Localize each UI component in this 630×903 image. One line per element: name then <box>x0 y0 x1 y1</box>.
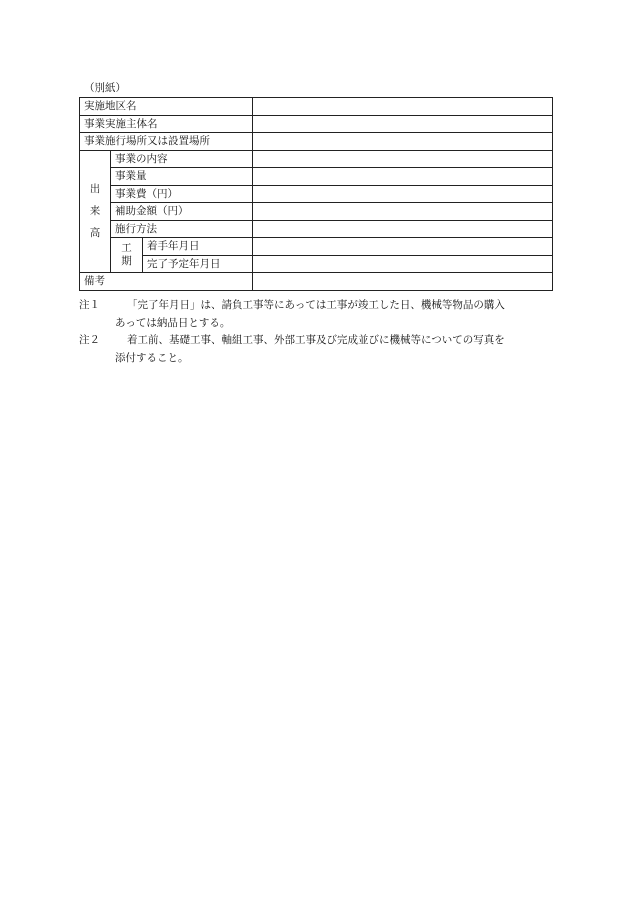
note-2-line-1: 着工前、基礎工事、軸組工事、外部工事及び完成並びに機械等についての写真を <box>127 334 505 346</box>
note-1-line-2: あっては納品日とする。 <box>115 316 231 329</box>
label-remarks: 備考 <box>80 273 253 291</box>
row-start-date <box>80 238 553 256</box>
value-method <box>253 220 553 238</box>
label-planned-end-date: 完了予定年月日 <box>143 255 253 273</box>
row-quantity <box>80 168 553 186</box>
note-2-number: 注２ <box>79 334 100 346</box>
label-quantity: 事業量 <box>111 168 253 186</box>
note-1-number: 注１ <box>79 299 100 311</box>
output-group-text: 出来高 <box>89 183 101 240</box>
row-area-name <box>80 98 553 116</box>
report-form-table <box>79 97 553 291</box>
label-area-name: 実施地区名 <box>80 98 253 116</box>
label-content: 事業の内容 <box>111 150 253 168</box>
value-content <box>253 150 553 168</box>
value-cost <box>253 185 553 203</box>
label-subsidy: 補助金額（円） <box>111 203 253 221</box>
label-location: 事業施行場所又は設置場所 <box>80 133 253 151</box>
period-group-text: 工期 <box>121 242 132 267</box>
row-content <box>80 150 553 168</box>
value-start-date <box>253 238 553 256</box>
row-location <box>80 133 553 151</box>
label-output-group <box>80 150 111 273</box>
value-planned-end-date <box>253 255 553 273</box>
annex-label: （別紙） <box>84 82 126 94</box>
row-planned-end-date <box>80 255 553 273</box>
row-cost <box>80 185 553 203</box>
label-start-date: 着手年月日 <box>143 238 253 256</box>
label-period-group <box>111 238 143 273</box>
note-2-line-2: 添付すること。 <box>115 351 189 364</box>
row-subsidy <box>80 203 553 221</box>
value-remarks <box>253 273 553 291</box>
value-area-name <box>253 98 553 116</box>
label-method: 施行方法 <box>111 220 253 238</box>
row-remarks <box>80 273 553 291</box>
note-1 <box>79 297 559 332</box>
value-location <box>253 133 553 151</box>
note-1-line-1: 「完了年月日」は、請負工事等にあっては工事が竣工した日、機械等物品の購入 <box>127 299 505 311</box>
label-cost: 事業費（円） <box>111 185 253 203</box>
row-entity-name <box>80 115 553 133</box>
note-2 <box>79 332 559 367</box>
value-entity-name <box>253 115 553 133</box>
notes-section <box>79 297 559 367</box>
value-subsidy <box>253 203 553 221</box>
value-quantity <box>253 168 553 186</box>
row-method <box>80 220 553 238</box>
label-entity-name: 事業実施主体名 <box>80 115 253 133</box>
